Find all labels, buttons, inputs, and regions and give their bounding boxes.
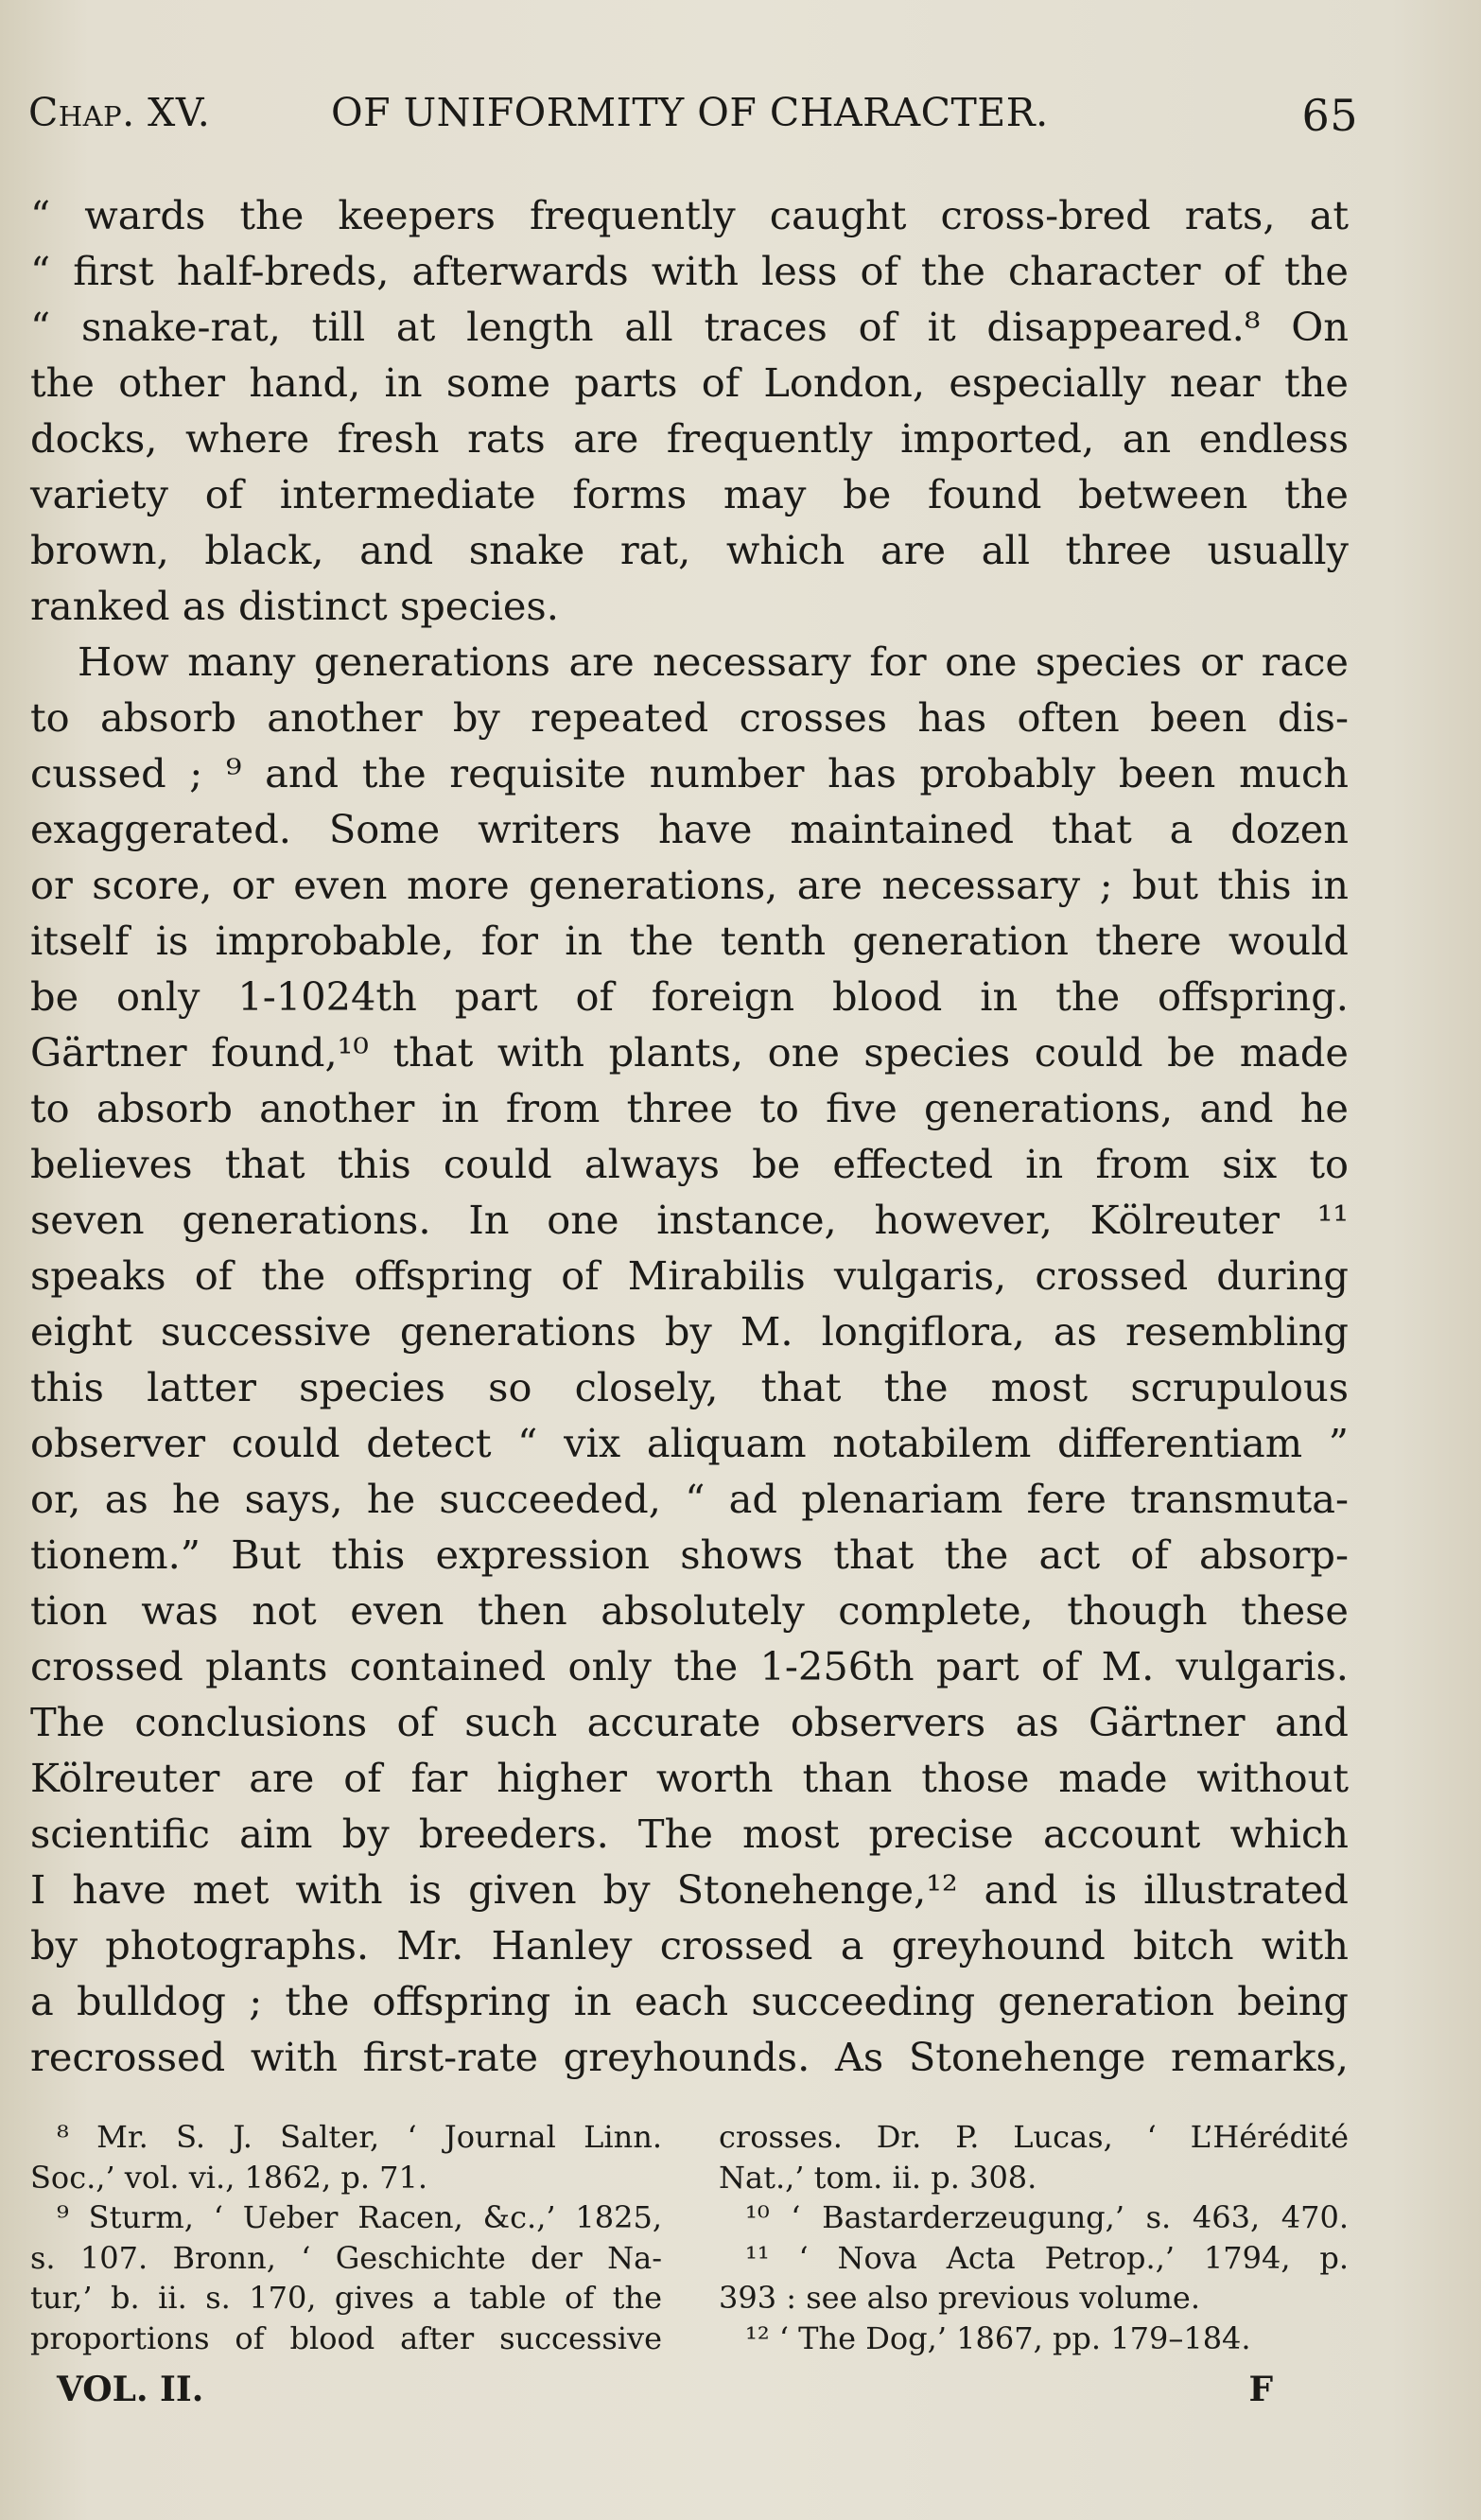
- text-line: seven generations. In one instance, however, Kölreuter ¹¹: [30, 1197, 1349, 1243]
- text-line: brown, black, and snake rat, which are all three usually: [30, 527, 1349, 573]
- text-line: Gärtner found,¹⁰ that with plants, one species could be made: [30, 1029, 1349, 1076]
- text-line: eight successive generations by M. longiflora, as resembling: [30, 1308, 1349, 1355]
- text-line: observer could detect “ vix aliquam notabilem differentiam ”: [30, 1420, 1349, 1466]
- text-line: a bulldog ; the offspring in each succeeding generation being: [30, 1978, 1349, 2024]
- signature-mark: F: [1248, 2370, 1273, 2409]
- footnotes-left-column: [30, 2117, 662, 2358]
- text-line: the other hand, in some parts of London, especially near the: [30, 359, 1349, 406]
- chapter-label: Chap. XV.: [28, 90, 211, 135]
- text-line: speaks of the offspring of Mirabilis vulgaris, crossed during: [30, 1252, 1349, 1299]
- text-line: “ snake-rat, till at length all traces of it disappeared.⁸ On: [30, 304, 1349, 350]
- text-line: itself is improbable, for in the tenth generation there would: [30, 918, 1349, 964]
- page-number: 65: [1301, 90, 1358, 141]
- footnote-line: ¹¹ ‘ Nova Acta Petrop.,’ 1794, p.: [745, 2239, 1349, 2276]
- text-line: “ first half-breds, afterwards with less of the character of the: [30, 248, 1349, 294]
- footnote-line: s. 107. Bronn, ‘ Geschichte der Na-: [30, 2239, 662, 2276]
- running-header: [28, 90, 1358, 147]
- footnotes-right-column: [719, 2117, 1349, 2358]
- text-line: cussed ; ⁹ and the requisite number has probably been much: [30, 750, 1349, 796]
- text-line: believes that this could always be effected in from six to: [30, 1141, 1349, 1187]
- text-line: The conclusions of such accurate observers as Gärtner and: [30, 1699, 1349, 1745]
- footnote-line: Soc.,’ vol. vi., 1862, p. 71.: [30, 2159, 428, 2196]
- text-line: tion was not even then absolutely complete, though these: [30, 1587, 1349, 1634]
- text-line: to absorb another by repeated crosses has often been dis-: [30, 694, 1349, 741]
- footnote-line: ⁸ Mr. S. J. Salter, ‘ Journal Linn.: [57, 2119, 662, 2155]
- footnote-line: tur,’ b. ii. s. 170, gives a table of the: [30, 2280, 662, 2316]
- footnote-line: proportions of blood after successive: [30, 2319, 662, 2356]
- text-line: crossed plants contained only the 1-256th part of M. vulgaris.: [30, 1643, 1349, 1689]
- volume-label: VOL. II.: [57, 2370, 204, 2409]
- text-line: or, as he says, he succeeded, “ ad plenariam fere transmuta-: [30, 1476, 1349, 1522]
- text-line: to absorb another in from three to five generations, and he: [30, 1085, 1349, 1131]
- running-title: OF UNIFORMITY OF CHARACTER.: [331, 90, 1049, 135]
- text-line: “ wards the keepers frequently caught cross-bred rats, at: [30, 192, 1349, 238]
- text-line: be only 1-1024th part of foreign blood in the offspring.: [30, 973, 1349, 1020]
- text-line: ranked as distinct species.: [30, 583, 559, 629]
- text-line: by photographs. Mr. Hanley crossed a greyhound bitch with: [30, 1922, 1349, 1969]
- paragraph-start-line: How many generations are necessary for one species or race: [78, 639, 1349, 685]
- text-line: this latter species so closely, that the most scrupulous: [30, 1364, 1349, 1410]
- footnote-line: Nat.,’ tom. ii. p. 308.: [719, 2159, 1037, 2196]
- text-line: exaggerated. Some writers have maintained that a dozen: [30, 806, 1349, 852]
- footnote-line: ¹² ‘ The Dog,’ 1867, pp. 179–184.: [745, 2319, 1251, 2356]
- page-signature: [57, 2370, 1273, 2417]
- footnote-line: ⁹ Sturm, ‘ Ueber Racen, &c.,’ 1825,: [57, 2199, 662, 2235]
- body-text: [30, 187, 1349, 2085]
- footnote-line: ¹⁰ ‘ Bastarderzeugung,’ s. 463, 470.: [745, 2199, 1349, 2235]
- text-line: variety of intermediate forms may be found between the: [30, 471, 1349, 517]
- text-line: scientific aim by breeders. The most precise account which: [30, 1811, 1349, 1857]
- footnote-line: crosses. Dr. P. Lucas, ‘ L’Hérédité: [719, 2119, 1349, 2155]
- text-line: docks, where fresh rats are frequently imported, an endless: [30, 415, 1349, 462]
- text-line: recrossed with first-rate greyhounds. As Stonehenge remarks,: [30, 2034, 1349, 2080]
- text-line: or score, or even more generations, are necessary ; but this in: [30, 862, 1349, 908]
- text-line: tionem.” But this expression shows that the act of absorp-: [30, 1531, 1349, 1578]
- text-line: I have met with is given by Stonehenge,¹² and is illustrated: [30, 1866, 1349, 1913]
- footnote-line: 393 : see also previous volume.: [719, 2280, 1200, 2316]
- text-line: Kölreuter are of far higher worth than those made without: [30, 1755, 1349, 1801]
